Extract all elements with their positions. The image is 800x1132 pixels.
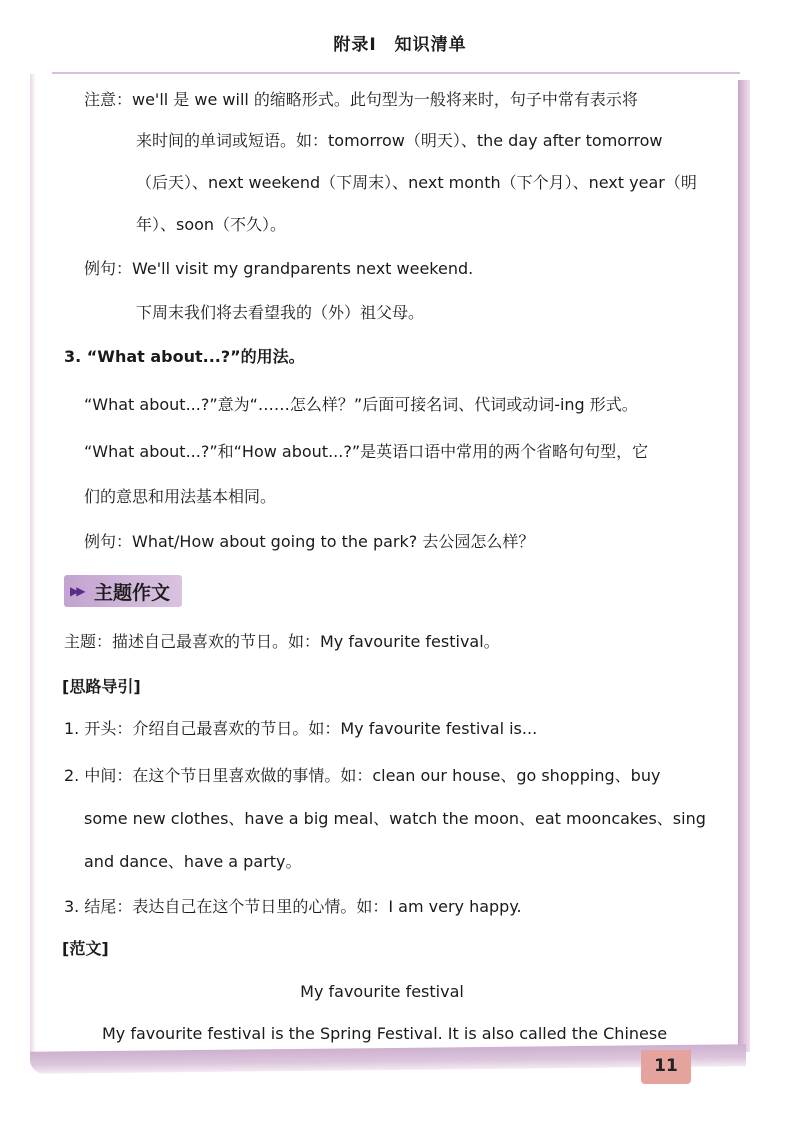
guide-step-3: 3. 结尾：表达自己在这个节日里的心情。如：I am very happy. <box>64 897 522 916</box>
point-3-line-1: “What about...?”意为“……怎么样？”后面可接名词、代词或动词-ing 形式。 <box>84 395 638 414</box>
guide-step-2-line-3: and dance、have a party。 <box>84 852 302 871</box>
guide-heading: [思路导引] <box>62 677 141 696</box>
example-2: 例句：What/How about going to the park? 去公园怎么样？ <box>84 532 535 551</box>
page-header: 附录Ⅰ 知识清单 <box>333 35 467 55</box>
note-line-1: 注意：we'll 是 we will 的缩略形式。此句型为一般将来时，句子中常有表示将 <box>84 90 638 109</box>
note-line-4: 年）、soon（不久）。 <box>136 215 287 234</box>
section-title: 主题作文 <box>94 582 171 604</box>
page-edge-bottom <box>30 1044 746 1073</box>
sample-heading: [范文] <box>62 939 109 958</box>
point-3-heading: 3. “What about...?”的用法。 <box>64 347 305 366</box>
example-1-zh: 下周末我们将去看望我的（外）祖父母。 <box>136 303 425 322</box>
note-line-2: 来时间的单词或短语。如：tomorrow（明天）、the day after tomorrow <box>136 131 663 150</box>
header-rule <box>52 72 740 74</box>
page-edge-left <box>30 74 36 1054</box>
double-arrow-icon: ▶▶ <box>70 584 83 598</box>
topic-line: 主题：描述自己最喜欢的节日。如：My favourite festival。 <box>64 632 500 651</box>
point-3-line-3: 们的意思和用法基本相同。 <box>84 487 277 506</box>
note-line-3: （后天）、next weekend（下周末）、next month（下个月）、next year（明 <box>136 173 697 192</box>
section-heading-composition <box>64 575 182 607</box>
sample-body-line-1: My favourite festival is the Spring Festival. It is also called the Chinese <box>102 1024 668 1043</box>
page-number: 11 <box>654 1056 678 1076</box>
guide-step-2-line-2: some new clothes、have a big meal、watch the moon、eat mooncakes、sing <box>84 809 706 828</box>
page-edge-right <box>738 80 750 1052</box>
example-1-en: 例句：We'll visit my grandparents next weekend. <box>84 259 474 278</box>
guide-step-1: 1. 开头：介绍自己最喜欢的节日。如：My favourite festival is... <box>64 719 538 738</box>
guide-step-2-line-1: 2. 中间：在这个节日里喜欢做的事情。如：clean our house、go shopping、buy <box>64 766 661 785</box>
point-3-line-2: “What about...?”和“How about...?”是英语口语中常用的两个省略句句型，它 <box>84 442 649 461</box>
sample-title: My favourite festival <box>300 982 464 1001</box>
